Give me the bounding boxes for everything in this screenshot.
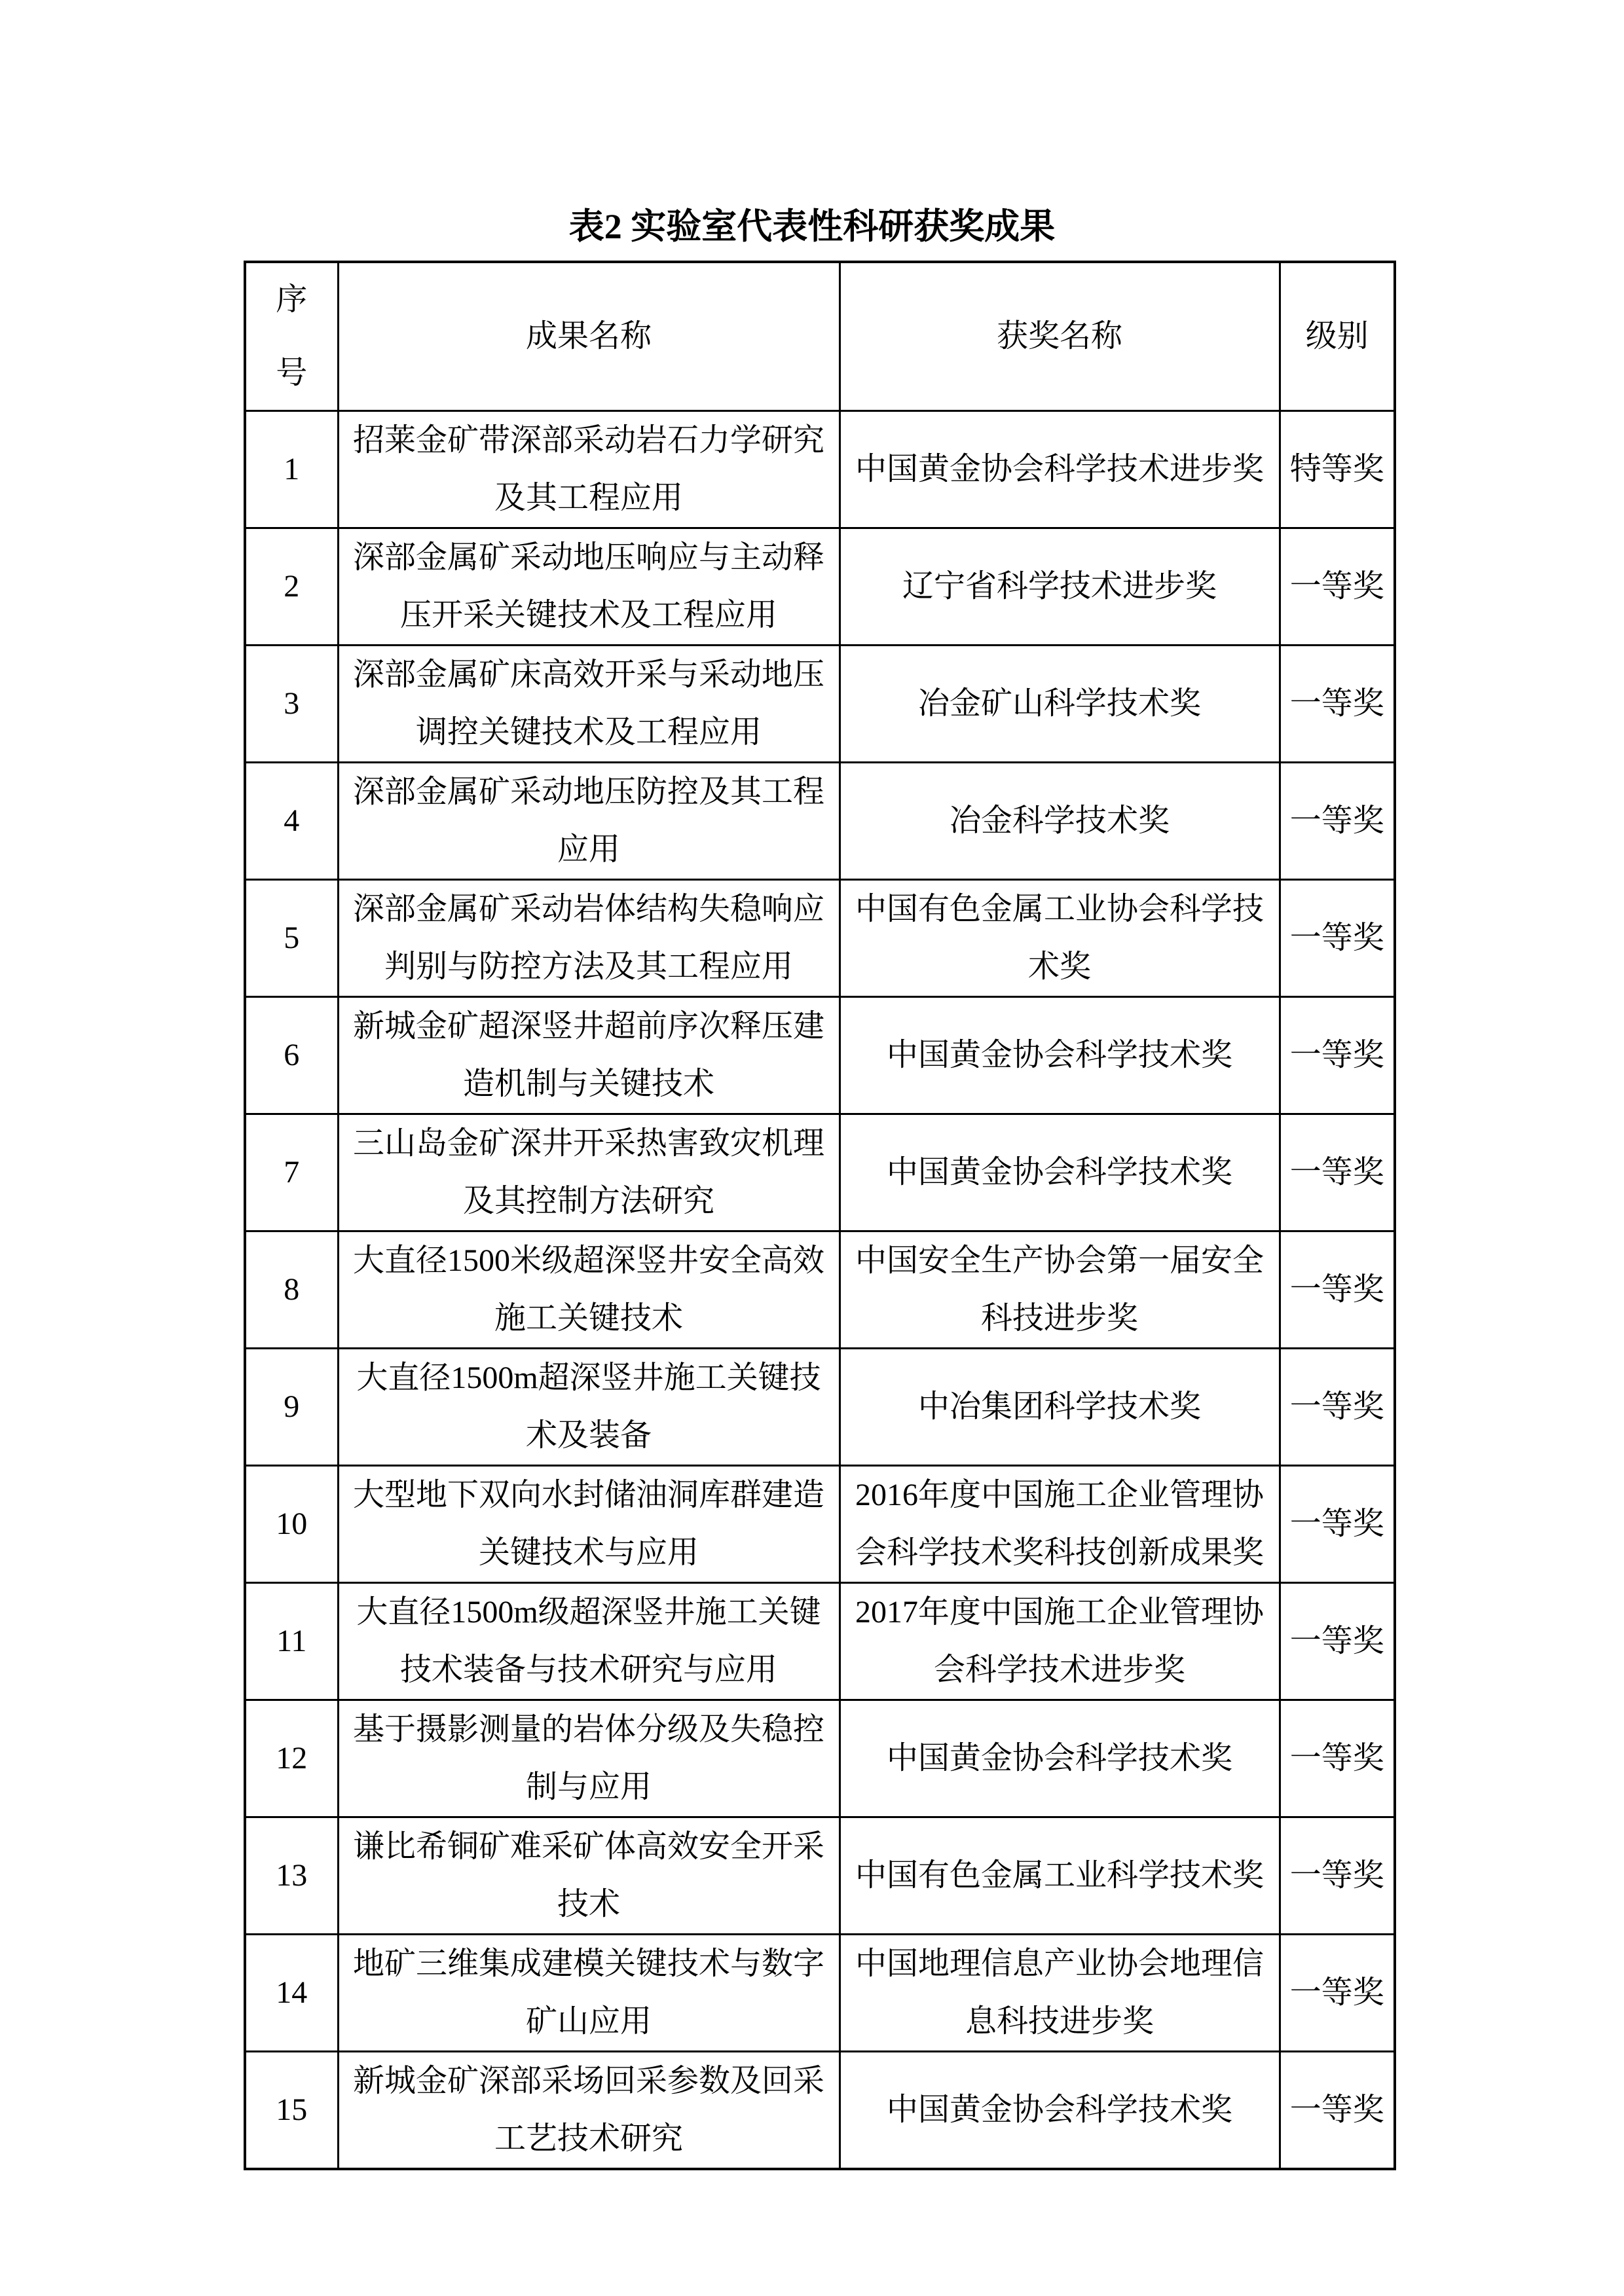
- cell-achievement-name: 新城金矿超深竖井超前序次释压建造机制与关键技术: [338, 997, 840, 1114]
- cell-index: 5: [245, 880, 338, 997]
- table-row: [245, 1817, 1395, 1935]
- cell-index: 14: [245, 1935, 338, 2052]
- cell-award-name: 中国黄金协会科学技术奖: [840, 1114, 1280, 1231]
- cell-level: 一等奖: [1280, 646, 1395, 763]
- cell-level: 一等奖: [1280, 1466, 1395, 1583]
- cell-award-name: 辽宁省科学技术进步奖: [840, 528, 1280, 646]
- cell-level: 一等奖: [1280, 528, 1395, 646]
- table-row: [245, 1583, 1395, 1700]
- cell-award-name: 中冶集团科学技术奖: [840, 1349, 1280, 1466]
- cell-award-name: 冶金科学技术奖: [840, 763, 1280, 880]
- cell-achievement-name: 深部金属矿采动地压防控及其工程应用: [338, 763, 840, 880]
- cell-index: 9: [245, 1349, 338, 1466]
- cell-index: 6: [245, 997, 338, 1114]
- table-row: [245, 880, 1395, 997]
- cell-index: 2: [245, 528, 338, 646]
- cell-award-name: 冶金矿山科学技术奖: [840, 646, 1280, 763]
- cell-achievement-name: 深部金属矿采动岩体结构失稳响应判别与防控方法及其工程应用: [338, 880, 840, 997]
- cell-achievement-name: 新城金矿深部采场回采参数及回采工艺技术研究: [338, 2052, 840, 2170]
- cell-level: 一等奖: [1280, 880, 1395, 997]
- cell-level: 一等奖: [1280, 997, 1395, 1114]
- cell-award-name: 中国地理信息产业协会地理信息科技进步奖: [840, 1935, 1280, 2052]
- cell-achievement-name: 大直径1500m级超深竖井施工关键技术装备与技术研究与应用: [338, 1583, 840, 1700]
- cell-index: 8: [245, 1231, 338, 1349]
- cell-award-name: 中国有色金属工业科学技术奖: [840, 1817, 1280, 1935]
- table-row: [245, 997, 1395, 1114]
- cell-award-name: 中国安全生产协会第一届安全科技进步奖: [840, 1231, 1280, 1349]
- table-row: [245, 2052, 1395, 2170]
- header-row: [245, 262, 1395, 411]
- cell-index: 4: [245, 763, 338, 880]
- cell-level: 一等奖: [1280, 763, 1395, 880]
- cell-achievement-name: 三山岛金矿深井开采热害致灾机理及其控制方法研究: [338, 1114, 840, 1231]
- cell-index: 13: [245, 1817, 338, 1935]
- table-row: [245, 1935, 1395, 2052]
- table-row: [245, 1700, 1395, 1817]
- header-index-label: 序号: [276, 282, 308, 390]
- cell-level: 一等奖: [1280, 1700, 1395, 1817]
- cell-achievement-name: 基于摄影测量的岩体分级及失稳控制与应用: [338, 1700, 840, 1817]
- cell-achievement-name: 深部金属矿采动地压响应与主动释压开采关键技术及工程应用: [338, 528, 840, 646]
- cell-level: 一等奖: [1280, 1231, 1395, 1349]
- cell-award-name: 中国有色金属工业协会科学技术奖: [840, 880, 1280, 997]
- cell-index: 11: [245, 1583, 338, 1700]
- cell-index: 3: [245, 646, 338, 763]
- cell-award-name: 中国黄金协会科学技术进步奖: [840, 411, 1280, 528]
- table-row: [245, 528, 1395, 646]
- header-level: 级别: [1280, 262, 1395, 411]
- cell-index: 7: [245, 1114, 338, 1231]
- table-row: [245, 1231, 1395, 1349]
- cell-level: 一等奖: [1280, 2052, 1395, 2170]
- cell-level: 一等奖: [1280, 1935, 1395, 2052]
- cell-achievement-name: 地矿三维集成建模关键技术与数字矿山应用: [338, 1935, 840, 2052]
- cell-achievement-name: 招莱金矿带深部采动岩石力学研究及其工程应用: [338, 411, 840, 528]
- cell-achievement-name: 大直径1500米级超深竖井安全高效施工关键技术: [338, 1231, 840, 1349]
- table-caption: 表2 实验室代表性科研获奖成果: [568, 207, 1056, 246]
- table-row: [245, 646, 1395, 763]
- cell-award-name: 中国黄金协会科学技术奖: [840, 1700, 1280, 1817]
- table-row: [245, 1466, 1395, 1583]
- cell-achievement-name: 谦比希铜矿难采矿体高效安全开采技术: [338, 1817, 840, 1935]
- cell-achievement-name: 深部金属矿床高效开采与采动地压调控关键技术及工程应用: [338, 646, 840, 763]
- table-body: [245, 411, 1395, 2170]
- cell-index: 10: [245, 1466, 338, 1583]
- cell-level: 一等奖: [1280, 1583, 1395, 1700]
- header-award-name: 获奖名称: [840, 262, 1280, 411]
- cell-level: 一等奖: [1280, 1349, 1395, 1466]
- table-row: [245, 411, 1395, 528]
- cell-index: 12: [245, 1700, 338, 1817]
- table-row: [245, 1114, 1395, 1231]
- cell-achievement-name: 大型地下双向水封储油洞库群建造关键技术与应用: [338, 1466, 840, 1583]
- header-index: [245, 262, 338, 411]
- cell-level: 特等奖: [1280, 411, 1395, 528]
- header-achievement-name: 成果名称: [338, 262, 840, 411]
- cell-award-name: 中国黄金协会科学技术奖: [840, 997, 1280, 1114]
- table-row: [245, 763, 1395, 880]
- cell-award-name: 2017年度中国施工企业管理协会科学技术进步奖: [840, 1583, 1280, 1700]
- cell-award-name: 2016年度中国施工企业管理协会科学技术奖科技创新成果奖: [840, 1466, 1280, 1583]
- cell-level: 一等奖: [1280, 1817, 1395, 1935]
- cell-index: 15: [245, 2052, 338, 2170]
- awards-table: [244, 261, 1396, 2170]
- table-row: [245, 1349, 1395, 1466]
- cell-achievement-name: 大直径1500m超深竖井施工关键技术及装备: [338, 1349, 840, 1466]
- cell-index: 1: [245, 411, 338, 528]
- cell-award-name: 中国黄金协会科学技术奖: [840, 2052, 1280, 2170]
- cell-level: 一等奖: [1280, 1114, 1395, 1231]
